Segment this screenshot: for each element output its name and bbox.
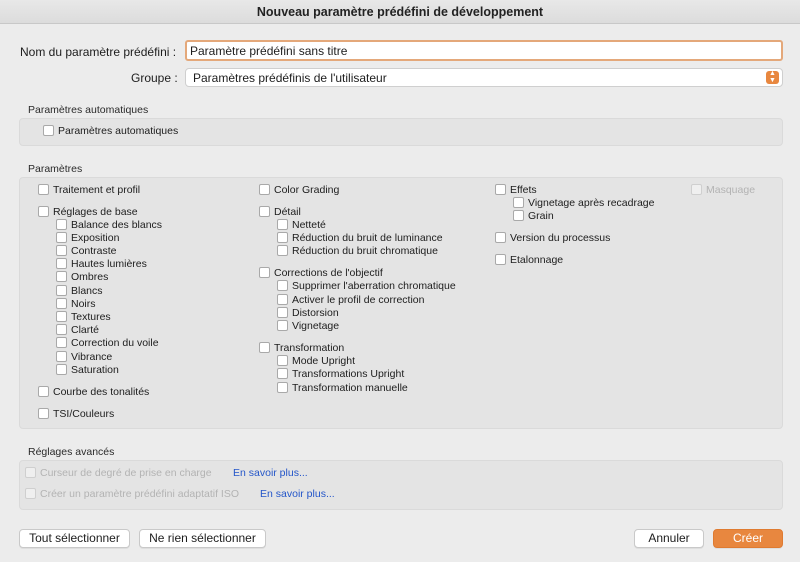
preset-name-input[interactable] — [185, 40, 783, 61]
checkbox-icon — [277, 280, 288, 291]
color-nr-label: Réduction du bruit chromatique — [292, 244, 438, 257]
calibration-label: Etalonnage — [510, 253, 564, 266]
checkbox-icon — [513, 210, 524, 221]
upright-transforms-checkbox[interactable] — [277, 367, 404, 380]
basic-checkbox[interactable] — [38, 205, 138, 218]
checkbox-icon — [277, 219, 288, 230]
manual-transform-label: Transformation manuelle — [292, 381, 408, 394]
iso-adaptive-checkbox — [25, 487, 239, 500]
params-section-title: Paramètres — [28, 163, 83, 175]
detail-checkbox[interactable] — [259, 205, 301, 218]
group-select-value: Paramètres prédéfinis de l'utilisateur — [193, 71, 387, 85]
whites-label: Blancs — [71, 284, 103, 297]
auto-section-title: Paramètres automatiques — [28, 104, 149, 116]
treatment-label: Traitement et profil — [53, 183, 141, 196]
lens-corrections-checkbox[interactable] — [259, 266, 383, 279]
group-select[interactable] — [185, 68, 783, 87]
checkbox-icon — [56, 232, 67, 243]
profile-correction-checkbox[interactable] — [277, 293, 424, 306]
tone-curve-checkbox[interactable] — [38, 385, 149, 398]
checkbox-icon — [56, 245, 67, 256]
checkbox-icon — [43, 125, 54, 136]
dehaze-checkbox[interactable] — [56, 336, 159, 349]
effects-label: Effets — [510, 183, 537, 196]
checkbox-icon — [38, 184, 49, 195]
checkbox-icon — [259, 342, 270, 353]
chevron-updown-icon: ▲ ▼ — [766, 71, 779, 84]
distortion-checkbox[interactable] — [277, 306, 339, 319]
grain-label: Grain — [528, 209, 554, 222]
auto-settings-label: Paramètres automatiques — [58, 124, 179, 137]
clarity-label: Clarté — [71, 323, 100, 336]
color-grading-checkbox[interactable] — [259, 183, 339, 196]
color-grading-label: Color Grading — [274, 183, 340, 196]
checkbox-icon — [513, 197, 524, 208]
checkbox-icon — [259, 206, 270, 217]
checkbox-icon — [691, 184, 702, 195]
post-crop-vignetting-checkbox[interactable] — [513, 196, 654, 209]
checkbox-icon — [495, 232, 506, 243]
dialog-title: Nouveau paramètre prédéfini de développement — [0, 0, 800, 24]
checkbox-icon — [495, 254, 506, 265]
iso-adaptive-label: Créer un paramètre prédéfini adaptatif ISO — [40, 487, 240, 500]
learn-more-link-2[interactable]: En savoir plus... — [260, 488, 335, 500]
exposure-checkbox[interactable] — [56, 231, 119, 244]
cancel-button[interactable]: Annuler — [634, 529, 704, 548]
luminance-nr-label: Réduction du bruit de luminance — [292, 231, 443, 244]
transform-checkbox[interactable] — [259, 341, 344, 354]
select-all-button[interactable]: Tout sélectionner — [19, 529, 130, 548]
checkbox-icon — [38, 206, 49, 217]
hsl-label: TSI/Couleurs — [53, 407, 115, 420]
checkbox-icon — [259, 184, 270, 195]
hsl-checkbox[interactable] — [38, 407, 114, 420]
create-button[interactable]: Créer — [713, 529, 783, 548]
advanced-section-title: Réglages avancés — [28, 446, 115, 458]
checkbox-icon — [56, 364, 67, 375]
profile-correction-label: Activer le profil de correction — [292, 293, 425, 306]
support-amount-label: Curseur de degré de prise en charge — [40, 466, 212, 479]
upright-mode-label: Mode Upright — [292, 354, 356, 367]
select-none-button[interactable]: Ne rien sélectionner — [139, 529, 266, 548]
white-balance-label: Balance des blancs — [71, 218, 163, 231]
checkbox-icon — [277, 320, 288, 331]
checkbox-icon — [56, 271, 67, 282]
group-label: Groupe : — [131, 71, 178, 85]
basic-label: Réglages de base — [53, 205, 138, 218]
contrast-checkbox[interactable] — [56, 244, 117, 257]
distortion-label: Distorsion — [292, 306, 339, 319]
white-balance-checkbox[interactable] — [56, 218, 162, 231]
sharpening-label: Netteté — [292, 218, 326, 231]
checkbox-icon — [259, 267, 270, 278]
dehaze-label: Correction du voile — [71, 336, 159, 349]
checkbox-icon — [25, 488, 36, 499]
highlights-checkbox[interactable] — [56, 257, 147, 270]
checkbox-icon — [56, 258, 67, 269]
checkbox-icon — [56, 351, 67, 362]
whites-checkbox[interactable] — [56, 284, 103, 297]
color-nr-checkbox[interactable] — [277, 244, 438, 257]
checkbox-icon — [56, 324, 67, 335]
checkbox-icon — [277, 368, 288, 379]
texture-checkbox[interactable] — [56, 310, 111, 323]
effects-checkbox[interactable] — [495, 183, 537, 196]
checkbox-icon — [56, 298, 67, 309]
vibrance-checkbox[interactable] — [56, 350, 112, 363]
process-version-label: Version du processus — [510, 231, 611, 244]
checkbox-icon — [277, 307, 288, 318]
checkbox-icon — [277, 382, 288, 393]
masking-label: Masquage — [706, 183, 756, 196]
chromatic-aberration-checkbox[interactable] — [277, 279, 456, 292]
upright-transforms-label: Transformations Upright — [292, 367, 405, 380]
tone-curve-label: Courbe des tonalités — [53, 385, 150, 398]
auto-settings-checkbox[interactable] — [43, 124, 178, 137]
checkbox-icon — [56, 311, 67, 322]
treatment-checkbox[interactable] — [38, 183, 140, 196]
calibration-checkbox[interactable] — [495, 253, 563, 266]
shadows-checkbox[interactable] — [56, 270, 108, 283]
support-amount-checkbox — [25, 466, 212, 479]
upright-mode-checkbox[interactable] — [277, 354, 355, 367]
exposure-label: Exposition — [71, 231, 120, 244]
checkbox-icon — [25, 467, 36, 478]
checkbox-icon — [495, 184, 506, 195]
checkbox-icon — [38, 386, 49, 397]
checkbox-icon — [56, 337, 67, 348]
blacks-checkbox[interactable] — [56, 297, 96, 310]
checkbox-icon — [277, 245, 288, 256]
checkbox-icon — [56, 219, 67, 230]
clarity-checkbox[interactable] — [56, 323, 99, 336]
checkbox-icon — [277, 294, 288, 305]
process-version-checkbox[interactable] — [495, 231, 610, 244]
name-label: Nom du paramètre prédéfini : — [20, 45, 177, 59]
saturation-checkbox[interactable] — [56, 363, 119, 376]
chromatic-aberration-label: Supprimer l'aberration chromatique — [292, 279, 456, 292]
learn-more-link-1[interactable]: En savoir plus... — [233, 467, 308, 479]
checkbox-icon — [277, 232, 288, 243]
texture-label: Textures — [71, 310, 111, 323]
contrast-label: Contraste — [71, 244, 117, 257]
detail-label: Détail — [274, 205, 301, 218]
checkbox-icon — [38, 408, 49, 419]
post-crop-vignetting-label: Vignetage après recadrage — [528, 196, 655, 209]
shadows-label: Ombres — [71, 270, 109, 283]
manual-transform-checkbox[interactable] — [277, 381, 408, 394]
highlights-label: Hautes lumières — [71, 257, 147, 270]
grain-checkbox[interactable] — [513, 209, 554, 222]
vibrance-label: Vibrance — [71, 350, 113, 363]
masking-checkbox — [691, 183, 755, 196]
checkbox-icon — [277, 355, 288, 366]
lens-corrections-label: Corrections de l'objectif — [274, 266, 383, 279]
saturation-label: Saturation — [71, 363, 119, 376]
checkbox-icon — [56, 285, 67, 296]
vignetting-label: Vignetage — [292, 319, 340, 332]
sharpening-checkbox[interactable] — [277, 218, 326, 231]
luminance-nr-checkbox[interactable] — [277, 231, 443, 244]
blacks-label: Noirs — [71, 297, 96, 310]
vignetting-checkbox[interactable] — [277, 319, 339, 332]
transform-label: Transformation — [274, 341, 345, 354]
